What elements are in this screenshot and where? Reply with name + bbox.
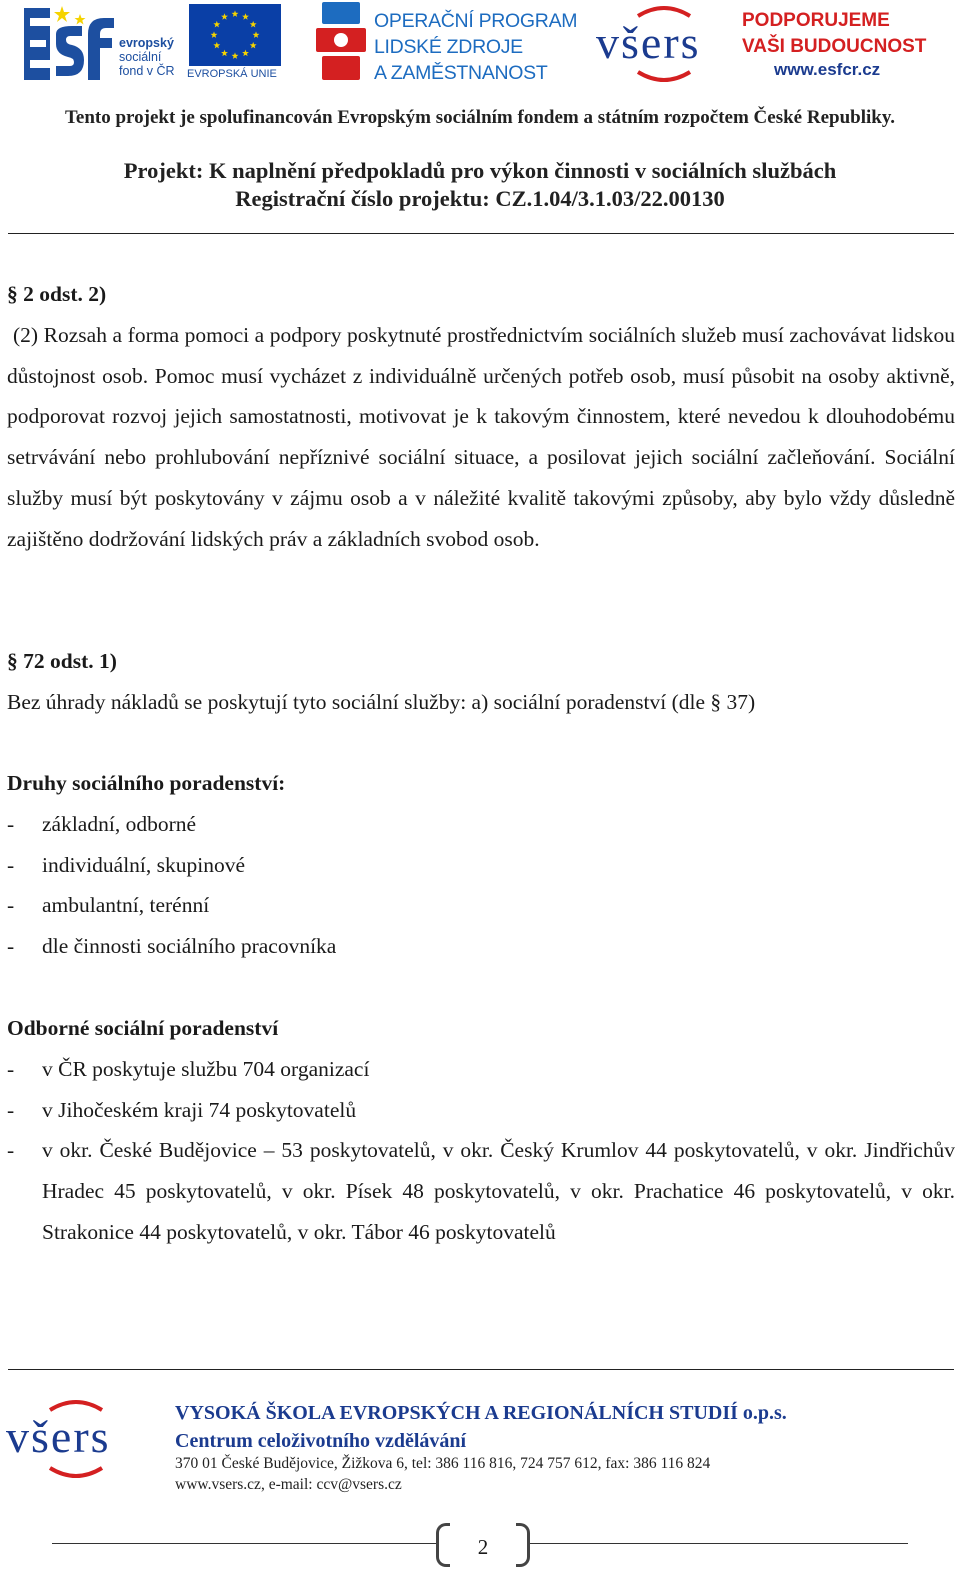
project-registration: Registrační číslo projektu: CZ.1.04/3.1.03/22.00130 (235, 186, 725, 211)
eu-logo (187, 2, 287, 84)
support-line2: VAŠI BUDOUCNOST (742, 36, 927, 57)
op-line3: A ZAMĚSTNANOST (374, 62, 548, 84)
support-web: www.esfcr.cz (774, 60, 881, 79)
vsers-footer-logo (6, 1398, 156, 1488)
eu-flag-icon (189, 4, 281, 66)
op-line2: LIDSKÉ ZDROJE (374, 36, 523, 58)
footer-address: 370 01 České Budějovice, Žižkova 6, tel: 386 116 816, 724 757 612, fax: 386 116 824 (175, 1455, 711, 1472)
expert-counseling-list (7, 1049, 955, 1253)
op-logo-mark (312, 2, 370, 82)
esf-logo-mark (22, 4, 117, 82)
header-rule (8, 233, 954, 234)
op-line1: OPERAČNÍ PROGRAM (374, 10, 578, 32)
project-title: Projekt: K naplnění předpokladů pro výkon činnosti v sociálních službách (123, 158, 837, 183)
section-2-heading: § 2 odst. 2) (7, 282, 107, 306)
vsers-header-word: všers (596, 17, 701, 68)
page-bracket-right-icon (516, 1523, 530, 1567)
support-logo (742, 2, 942, 84)
page-number-line-right (530, 1543, 908, 1544)
esf-line2: sociální (119, 50, 162, 64)
esf-logo (22, 2, 182, 84)
header-logos (22, 2, 942, 84)
esf-logo-text (119, 36, 175, 78)
list-item: - v okr. České Budějovice – 53 poskytovatelů, v okr. Český Krumlov 44 poskytovatelů, v okr. Jindřichův Hradec 45 poskytovatelů, v okr. Písek 48 poskytovatelů, v okr. Prachatice 46 poskytovatelů, v okr. Strakonice 44 poskytovatelů, v okr. Tábor 46 poskytovatelů (7, 1138, 955, 1244)
section-72-heading: § 72 odst. 1) (7, 649, 117, 673)
page-number-line-left (52, 1543, 436, 1544)
section-72-text: Bez úhrady nákladů se poskytují tyto sociální služby: a) sociální poradenství (dle § 37) (7, 690, 756, 714)
esf-line3: fond v ČR (119, 64, 175, 78)
page-number: 2 (477, 1535, 489, 1559)
list-item: - v ČR poskytuje službu 704 organizací (7, 1057, 370, 1081)
footer-center-name: Centrum celoživotního vzdělávání (175, 1430, 467, 1452)
list-item: - ambulantní, terénní (7, 893, 210, 918)
vsers-footer-word: všers (6, 1411, 111, 1462)
footer-school-name: VYSOKÁ ŠKOLA EVROPSKÝCH A REGIONÁLNÍCH STUDIÍ o.p.s. (175, 1402, 787, 1424)
section-2-paragraph: (2) Rozsah a forma pomoci a podpory poskytnuté prostřednictvím sociálních služeb musí zachovávat lidskou důstojnost osob. Pomoc musí vycházet z individuálně určených potřeb osob, musí působit na osoby aktivně, podporovat rozvoj jejich samostatnosti, motivovat je k takovým činnostem, které nevedou k dlouhodobému setrvávání nebo prohlubování nepříznivé sociální situace, a posilovat jejich sociální začleňování. Sociální služby musí být poskytovány v zájmu osob a v náležité kvalitě takovými způsoby, aby bylo vždy důsledně zajištěno dodržování lidských práv a základních svobod osob. (7, 323, 955, 551)
esf-line1: evropský (119, 36, 174, 50)
op-logo-text (374, 8, 577, 86)
vsers-header-logo (594, 2, 744, 84)
list-item: - dle činnosti sociálního pracovníka (7, 934, 337, 959)
cofinance-note: Tento projekt je spolufinancován Evropským sociálním fondem a státním rozpočtem České Republiky. (64, 107, 896, 128)
op-logo (312, 2, 592, 84)
support-line1: PODPORUJEME (742, 10, 890, 31)
list-item: - individuální, skupinové (7, 852, 246, 877)
footer-web-email: www.vsers.cz, e-mail: ccv@vsers.cz (175, 1476, 402, 1493)
counseling-types-heading: Druhy sociálního poradenství: (7, 771, 286, 795)
list-item: - v Jihočeském kraji 74 poskytovatelů (7, 1097, 357, 1122)
project-block (0, 157, 960, 213)
page-bracket-left-icon (436, 1523, 450, 1567)
eu-caption: EVROPSKÁ UNIE (187, 68, 277, 80)
expert-counseling-heading: Odborné sociální poradenství (7, 1016, 279, 1040)
counseling-types-list (7, 804, 955, 967)
list-item: - základní, odborné (7, 812, 197, 836)
footer-rule (8, 1369, 954, 1370)
